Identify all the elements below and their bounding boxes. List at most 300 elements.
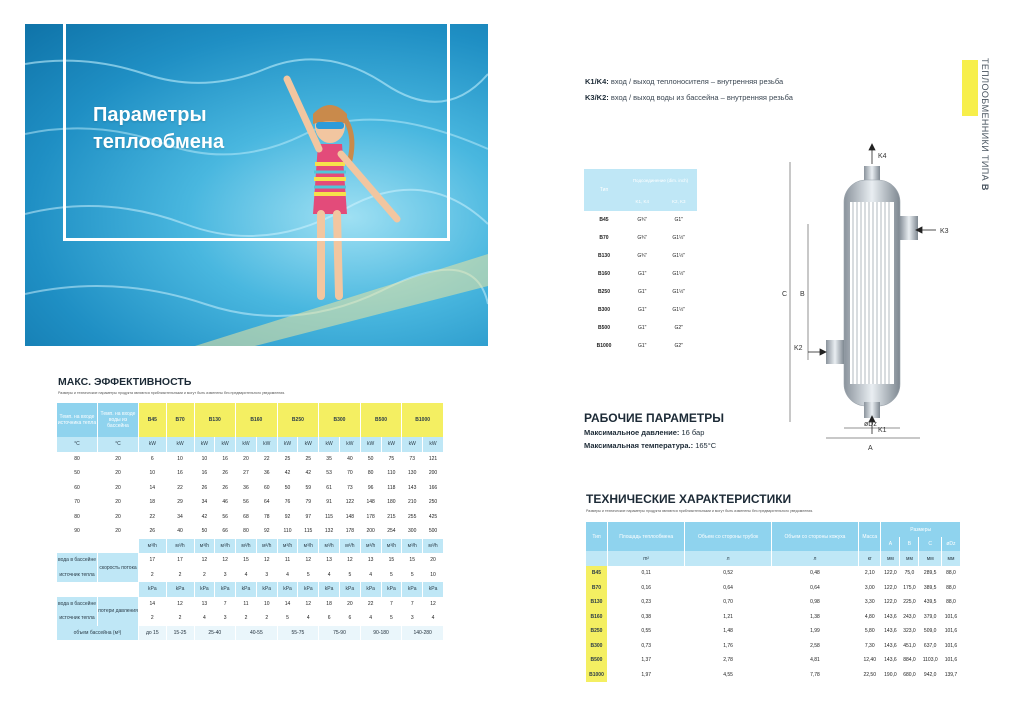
eff-kw-value: 34 [166,510,194,525]
tech-type: B70 [586,581,607,596]
eff-kpa-value: 12 [423,597,444,612]
conn-type: B130 [598,253,610,259]
eff-kpa-value: 4 [298,611,319,626]
eff-kw-value: 50 [277,481,298,496]
eff-unit-kpa: kPa [166,582,194,597]
eff-flow-value: 17 [166,553,194,568]
eff-kw-value: 200 [360,524,381,539]
diagram-label-c: C [782,291,788,298]
eff-row [57,495,444,510]
eff-kpa-value: 13 [194,597,215,612]
tech-value: 2,58 [771,639,858,654]
eff-kpa-value: 22 [360,597,381,612]
tech-header: Объем со стороны трубок [685,522,771,551]
eff-kw-value: 26 [215,466,236,481]
eff-kw-value: 122 [339,495,360,510]
tech-value: 143,6 [881,639,900,654]
tech-value: 2,10 [859,566,881,581]
tech-value: 0,64 [771,581,858,596]
eff-kpa-value: 11 [236,597,257,612]
tech-value: 4,81 [771,653,858,668]
eff-kw-value: 132 [319,524,340,539]
eff-kw-value: 425 [423,510,444,525]
tech-header: Масса [859,522,881,551]
eff-kw-value: 16 [194,466,215,481]
eff-kw-value: 40 [339,452,360,467]
tech-value: 1,38 [771,610,858,625]
eff-unit-flow: м³/h [139,539,167,554]
diagram-label-k1: K1 [878,427,887,434]
eff-kw-value: 92 [256,524,277,539]
tech-value: 680,0 [900,668,919,683]
eff-kpa-value: 4 [194,611,215,626]
eff-kpa-source-label: источник тепла [57,611,98,626]
eff-kw-value: 14 [139,481,167,496]
eff-kw-value: 73 [339,481,360,496]
eff-kw-value: 110 [277,524,298,539]
eff-flow-value: 15 [381,553,402,568]
conn-header-type: Тип [584,169,624,211]
tech-value: 3,30 [859,595,881,610]
tech-value: 101,6 [941,639,960,654]
eff-unit-flow: м³/h [319,539,340,554]
eff-kpa-value: 3 [402,611,423,626]
conn-value: G1" [638,289,647,295]
eff-flow-value: 12 [339,553,360,568]
tech-unit: мм [900,551,919,566]
eff-unit-flow: м³/h [360,539,381,554]
eff-source-temp: 60 [57,481,98,496]
eff-unit-kpa: kPa [256,582,277,597]
eff-flow-section-label: скорость потока [98,553,139,582]
eff-kw-value: 26 [139,524,167,539]
tech-value: 5,80 [859,624,881,639]
eff-row [57,466,444,481]
tech-dim-header: A [881,537,900,551]
eff-source-temp: 90 [57,524,98,539]
eff-unit-kpa: kPa [381,582,402,597]
eff-flow-value: 10 [423,568,444,583]
eff-kpa-value: 12 [166,597,194,612]
tech-dim-header: B [900,537,919,551]
eff-flow-value: 2 [194,568,215,583]
eff-volume-value: 140-280 [402,626,444,641]
eff-kpa-value: 4 [360,611,381,626]
hero-photo [25,24,488,346]
eff-kpa-value: 6 [319,611,340,626]
eff-kw-value: 26 [215,481,236,496]
eff-kw-value: 42 [277,466,298,481]
tech-value: 143,6 [881,653,900,668]
eff-source-temp: 80 [57,510,98,525]
tech-value: 1,97 [607,668,684,683]
eff-flow-source-label: источник тепла [57,568,98,583]
eff-volume-label: объем бассейна (м³) [57,626,139,641]
eff-unit-flow: м³/h [381,539,402,554]
side-tab-marker [962,60,978,116]
conn-value: G1" [638,271,647,277]
tech-value: 0,70 [685,595,771,610]
eff-kw-value: 64 [256,495,277,510]
diagram-label-k2: K2 [794,345,803,352]
eff-unit-kw: kW [256,437,277,452]
conn-value: G1½" [672,307,686,313]
eff-volume-value: 55-75 [277,626,319,641]
tech-note: Размеры и технические параметры продукта являются приблизительными и могут быть изменены без предварительного уведомления. [586,509,814,513]
tech-value: 0,38 [607,610,684,625]
eff-unit-kpa: kPa [236,582,257,597]
eff-blank [57,539,139,554]
eff-unit-kw: kW [215,437,236,452]
eff-flow-value: 15 [402,553,423,568]
tech-dim-header: C [919,537,941,551]
eff-kpa-value: 5 [381,611,402,626]
tech-type: B130 [586,595,607,610]
eff-flow-value: 3 [256,568,277,583]
eff-kw-value: 96 [360,481,381,496]
conn-col-k1k4: K1, K4 [624,191,660,211]
eff-kw-value: 115 [298,524,319,539]
tech-unit: m² [607,551,684,566]
eff-flow-value: 12 [215,553,236,568]
conn-value: G1½" [672,271,686,277]
conn-value: G1" [638,307,647,313]
tech-row [586,581,961,596]
tech-value: 637,0 [919,639,941,654]
conn-row [584,301,697,319]
tech-type: B250 [586,624,607,639]
tech-value: 0,73 [607,639,684,654]
tech-value: 143,6 [881,624,900,639]
eff-kw-value: 130 [402,466,423,481]
eff-kw-value: 250 [423,495,444,510]
diagram-label-a: A [868,445,873,452]
eff-kpa-value: 7 [381,597,402,612]
eff-volume-row [57,626,444,641]
conn-row [584,247,697,265]
conn-value: G2" [674,325,683,331]
eff-kw-value: 25 [298,452,319,467]
eff-kpa-value: 5 [277,611,298,626]
eff-kpa-value: 6 [339,611,360,626]
eff-kw-value: 46 [215,495,236,510]
tech-value: 379,0 [919,610,941,625]
eff-kpa-value: 18 [319,597,340,612]
tech-value: 289,5 [919,566,941,581]
conn-row [584,337,697,355]
eff-flow-value: 12 [298,553,319,568]
eff-kw-value: 34 [194,495,215,510]
eff-flow-value: 5 [381,568,402,583]
eff-flow-pool-label: вода в бассейне [57,553,98,568]
tech-row [586,610,961,625]
tech-row [586,639,961,654]
eff-flow-value: 4 [360,568,381,583]
eff-flow-value: 5 [298,568,319,583]
eff-kw-value: 10 [166,452,194,467]
tech-row [586,566,961,581]
tech-value: 190,0 [881,668,900,683]
eff-flow-value: 2 [166,568,194,583]
conn-type: B45 [599,217,609,223]
eff-kpa-value: 2 [139,611,167,626]
tech-value: 1,76 [685,639,771,654]
tech-value: 12,40 [859,653,881,668]
eff-kw-value: 27 [236,466,257,481]
eff-source-temp: 80 [57,452,98,467]
tech-value: 389,5 [919,581,941,596]
eff-unit-kpa: kPa [277,582,298,597]
eff-flow-value: 13 [319,553,340,568]
conn-col-k2k3: K2, K3 [660,191,697,211]
eff-unit-kpa: kPa [339,582,360,597]
tech-value: 243,0 [900,610,919,625]
eff-volume-value: 25-40 [194,626,236,641]
eff-unit-kpa: kPa [194,582,215,597]
tech-value: 139,7 [941,668,960,683]
eff-unit-flow: м³/h [194,539,215,554]
tech-type: B45 [586,566,607,581]
conn-value: G1½" [672,289,686,295]
connection-note-k1k4: K1/K4: вход / выход теплоносителя – внутренняя резьба [585,77,784,86]
eff-model-B1000: B1000 [402,403,444,437]
eff-flow-value: 4 [277,568,298,583]
eff-unit-kpa: kPa [360,582,381,597]
eff-unit-flow: м³/h [339,539,360,554]
tech-type: B160 [586,610,607,625]
eff-unit-kw: kW [194,437,215,452]
diagram-label-dz: øDz [864,421,877,428]
eff-kw-value: 59 [298,481,319,496]
eff-kpa-unit-row [57,582,444,597]
eff-unit-kpa: kPa [319,582,340,597]
eff-unit-kw: kW [381,437,402,452]
eff-volume-value: 90-180 [360,626,402,641]
eff-model-B500: B500 [360,403,402,437]
conn-value: G2" [674,343,683,349]
eff-pool-temp: 20 [98,510,139,525]
tech-value: 0,23 [607,595,684,610]
eff-flow-value: 13 [360,553,381,568]
tech-table [586,522,961,682]
conn-value: G1" [638,325,647,331]
eff-kw-value: 70 [339,466,360,481]
conn-type: B160 [598,271,610,277]
tech-value: 175,0 [900,581,919,596]
max-pressure: Максимальное давление: 16 бар [584,428,705,437]
eff-kw-value: 115 [319,510,340,525]
eff-flow-value: 15 [236,553,257,568]
eff-kw-value: 110 [381,466,402,481]
tech-title: ТЕХНИЧЕСКИЕ ХАРАКТЕРИСТИКИ [586,492,792,506]
eff-kpa-section-label: потери давления [98,597,139,626]
eff-kpa-value: 4 [423,611,444,626]
tech-row [586,624,961,639]
eff-kpa-value: 2 [256,611,277,626]
tech-value: 122,0 [881,581,900,596]
eff-kw-value: 76 [277,495,298,510]
eff-row [57,452,444,467]
eff-unit-kw: kW [402,437,423,452]
hero-title: Параметры теплообмена [93,104,225,153]
eff-flow-value: 17 [139,553,167,568]
eff-kpa-value: 7 [215,597,236,612]
eff-kw-value: 166 [423,481,444,496]
eff-kw-value: 35 [319,452,340,467]
eff-flow-value: 12 [256,553,277,568]
eff-kw-value: 36 [256,466,277,481]
tech-value: 75,0 [900,566,919,581]
eff-kw-value: 121 [423,452,444,467]
tech-value: 0,98 [771,595,858,610]
conn-header-group: Подсоединение (dim. inch) [624,169,697,191]
eff-kw-value: 78 [256,510,277,525]
eff-blank [57,582,139,597]
eff-kw-value: 29 [166,495,194,510]
eff-unit-kw: kW [339,437,360,452]
side-tab-label: ТЕПЛООБМЕННИКИ ТИПА B [980,58,990,191]
tech-row [586,595,961,610]
eff-unit-kw: kW [298,437,319,452]
eff-flow-value: 4 [319,568,340,583]
eff-kw-value: 210 [402,495,423,510]
tech-value: 88,0 [941,566,960,581]
eff-unit-row [57,437,444,452]
eff-unit-kw: kW [139,437,167,452]
eff-kw-value: 10 [139,466,167,481]
eff-kw-value: 56 [236,495,257,510]
eff-source-temp: 50 [57,466,98,481]
tech-value: 0,55 [607,624,684,639]
tech-value: 1,99 [771,624,858,639]
eff-kpa-pool-label: вода в бассейне [57,597,98,612]
tech-value: 7,78 [771,668,858,683]
tech-unit: кг [859,551,881,566]
eff-kw-value: 500 [423,524,444,539]
conn-value: G¾" [637,235,648,241]
eff-kw-value: 148 [360,495,381,510]
tech-value: 4,80 [859,610,881,625]
eff-kw-value: 20 [236,452,257,467]
eff-unit-kpa: kPa [402,582,423,597]
eff-kpa-value: 14 [277,597,298,612]
tech-value: 101,6 [941,653,960,668]
diagram-label-k3: K3 [940,228,949,235]
eff-unit-flow: м³/h [215,539,236,554]
conn-value: G1" [638,343,647,349]
tech-value: 0,52 [685,566,771,581]
eff-unit-flow: м³/h [423,539,444,554]
conn-value: G1½" [672,253,686,259]
eff-kw-value: 92 [277,510,298,525]
eff-kw-value: 6 [139,452,167,467]
eff-kw-value: 178 [360,510,381,525]
eff-pool-temp: 20 [98,466,139,481]
conn-row [584,265,697,283]
eff-kw-value: 25 [277,452,298,467]
tech-type: B1000 [586,668,607,683]
eff-kw-value: 118 [381,481,402,496]
eff-pool-temp: 20 [98,495,139,510]
tech-value: 3,00 [859,581,881,596]
eff-unit-flow: м³/h [298,539,319,554]
eff-kpa-row [57,597,444,612]
tech-value: 1,21 [685,610,771,625]
eff-unit-flow: м³/h [277,539,298,554]
eff-head-pool-temp: Темп. на входе воды из бассейна [98,403,139,437]
tech-value: 1103,0 [919,653,941,668]
conn-value: G1" [674,217,683,223]
eff-kw-value: 36 [236,481,257,496]
eff-unit-kpa: kPa [139,582,167,597]
eff-kw-value: 22 [256,452,277,467]
eff-kw-value: 16 [166,466,194,481]
tech-value: 101,6 [941,624,960,639]
conn-row [584,211,697,229]
eff-kw-value: 255 [402,510,423,525]
tech-value: 0,16 [607,581,684,596]
eff-flow-unit-row [57,539,444,554]
eff-unit-kw: kW [423,437,444,452]
tech-unit: л [771,551,858,566]
eff-flow-value: 2 [139,568,167,583]
eff-unit-flow: м³/h [166,539,194,554]
tech-type: B500 [586,653,607,668]
tech-dim-header: øDz [941,537,960,551]
efficiency-note: Размеры и технические параметры продукта являются приблизительными и могут быть изменены без предварительного уведомления. [58,391,286,395]
eff-model-B130: B130 [194,403,236,437]
eff-kw-value: 18 [139,495,167,510]
eff-unit-kpa: kPa [215,582,236,597]
eff-kpa-value: 20 [339,597,360,612]
operating-title: РАБОЧИЕ ПАРАМЕТРЫ [584,411,724,425]
eff-kw-value: 10 [194,452,215,467]
eff-row [57,481,444,496]
eff-flow-value: 4 [236,568,257,583]
eff-kw-value: 80 [236,524,257,539]
eff-kw-value: 42 [194,510,215,525]
tech-value: 451,0 [900,639,919,654]
tech-value: 22,50 [859,668,881,683]
eff-unit-kw: kW [236,437,257,452]
eff-kw-value: 26 [194,481,215,496]
eff-pool-temp: 20 [98,524,139,539]
tech-value: 122,0 [881,595,900,610]
eff-pool-temp: 20 [98,452,139,467]
eff-unit-kw: kW [277,437,298,452]
eff-kw-value: 254 [381,524,402,539]
conn-value: G¾" [637,253,648,259]
tech-header: Размеры [881,522,961,537]
tech-blank [586,551,607,566]
connection-note-k3k2: K3/K2: вход / выход воды из бассейна – внутренняя резьба [585,93,793,102]
eff-volume-value: 15-25 [166,626,194,641]
tech-value: 323,0 [900,624,919,639]
eff-kpa-value: 3 [215,611,236,626]
tech-units-row [586,551,961,566]
tech-value: 88,0 [941,581,960,596]
eff-unit-kpa: kPa [298,582,319,597]
tech-value: 7,30 [859,639,881,654]
conn-type: B300 [598,307,610,313]
eff-flow-value: 12 [194,553,215,568]
eff-head-source-temp: Темп. на входе источника тепла [57,403,98,437]
tech-header: Тип [586,522,607,551]
efficiency-title: МАКС. ЭФФЕКТИВНОСТЬ [58,376,192,388]
eff-unit-kw: kW [319,437,340,452]
tech-value: 225,0 [900,595,919,610]
tech-unit: мм [919,551,941,566]
